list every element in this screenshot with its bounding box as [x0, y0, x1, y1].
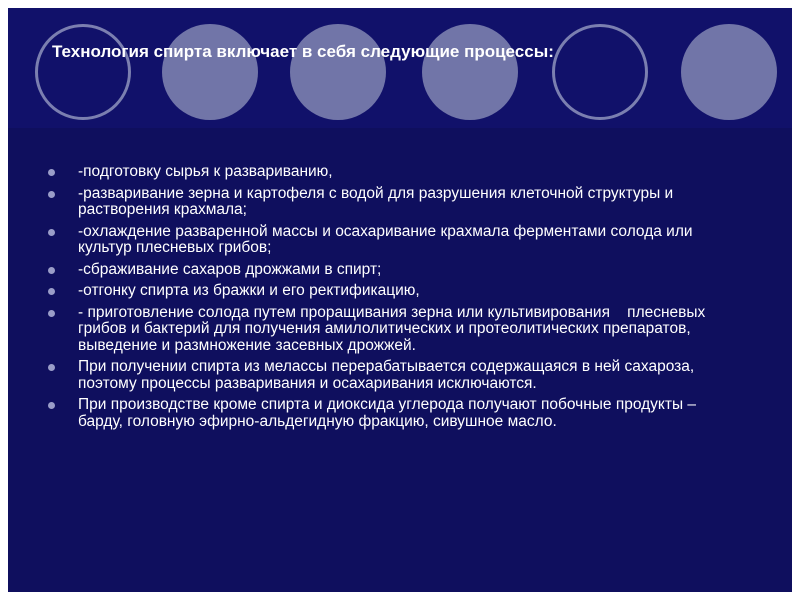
decorative-circle-2	[162, 24, 258, 120]
bullet-text: -разваривание зерна и картофеля с водой для разрушения клеточной структуры и растворения крахмала;	[78, 184, 678, 218]
list-item	[44, 164, 744, 181]
decorative-circle-3	[290, 24, 386, 120]
list-item	[44, 359, 744, 392]
list-item	[44, 224, 744, 257]
bullet-text: При производстве кроме спирта и диоксида углерода получают побочные продукты – барду, головную эфирно-альдегидную фракцию, сивушное масло.	[78, 396, 701, 430]
bullet-text: -охлаждение разваренной массы и осахаривание крахмала ферментами солода или культур плесневых грибов;	[78, 222, 697, 256]
list-item	[44, 397, 744, 430]
bullet-dot-icon	[48, 310, 55, 317]
decorative-circle-4	[422, 24, 518, 120]
bullet-dot-icon	[48, 402, 55, 409]
bullet-dot-icon	[48, 169, 55, 176]
bullet-text: - приготовление солода путем проращивания зерна или культивирования плесневых грибов и бактерий для получения амилолитических и протеолитических препаратов, выведение и размножение засевных дрожжей.	[78, 303, 710, 354]
bullet-text: -подготовку сырья к развариванию,	[78, 163, 333, 180]
bullet-dot-icon	[48, 288, 55, 295]
bullet-text: -сбраживание сахаров дрожжами в спирт;	[78, 260, 382, 278]
bullet-list	[44, 164, 744, 435]
decorative-circle-1	[35, 24, 131, 120]
bullet-dot-icon	[48, 364, 55, 371]
slide	[8, 8, 792, 592]
bullet-dot-icon	[48, 267, 55, 274]
bullet-dot-icon	[48, 229, 55, 236]
decorative-circle-5	[552, 24, 648, 120]
list-item	[44, 283, 744, 300]
list-item	[44, 305, 744, 355]
bullet-text: -отгонку спирта из бражки и его ректификацию,	[78, 282, 420, 299]
bullet-text: При получении спирта из мелассы перерабатывается содержащаяся в ней сахароза, поэтому процессы разваривания и осахаривания исключаются.	[78, 358, 699, 392]
bullet-dot-icon	[48, 191, 55, 198]
slide-title: Технология спирта включает в себя следующие процессы:	[52, 42, 554, 61]
list-item	[44, 186, 744, 219]
list-item	[44, 262, 744, 279]
decorative-circle-6	[681, 24, 777, 120]
